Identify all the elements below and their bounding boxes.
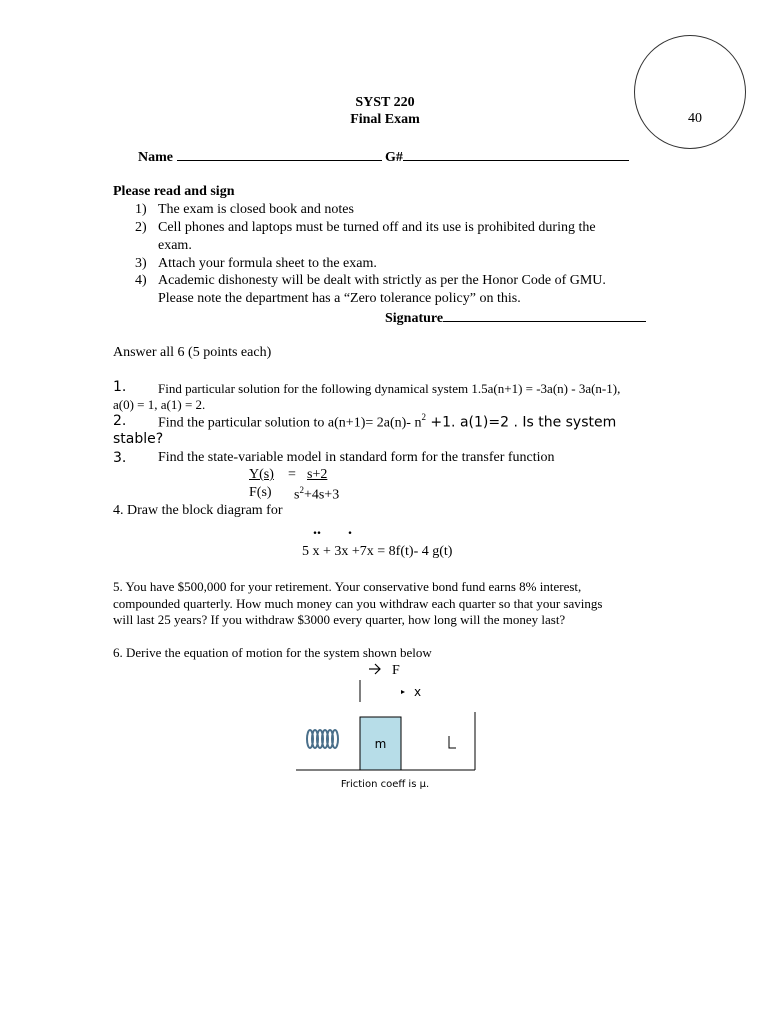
spring-icon xyxy=(307,730,338,748)
exam-title: Final Exam xyxy=(350,112,420,127)
force-label: F xyxy=(392,663,400,678)
q6-text: 6. Derive the equation of motion for the system shown below xyxy=(113,645,432,660)
displacement-label: x xyxy=(414,685,422,699)
mass-label: m xyxy=(374,737,387,751)
signature-blank[interactable] xyxy=(443,309,646,322)
q3-text: Find the state-variable model in standard form for the transfer function xyxy=(158,450,555,465)
q4-equation: 5 x + 3x +7x = 8f(t)- 4 g(t) xyxy=(302,544,453,559)
name-blank[interactable] xyxy=(177,148,382,161)
spring-mass-svg xyxy=(290,660,490,800)
score-value: 40 xyxy=(688,111,702,126)
g-number-label: G# xyxy=(385,150,403,165)
transfer-fn-denominator: $s^2+4s+3$ xyxy=(294,485,340,503)
stopper-icon xyxy=(449,736,456,748)
q3-number: 3. xyxy=(113,450,127,466)
q5-text-cont: compounded quarterly. How much money can you withdraw each quarter so that your savings xyxy=(113,596,603,611)
g-number-blank[interactable] xyxy=(403,148,629,161)
name-label: Name xyxy=(138,150,173,165)
score-circle xyxy=(634,35,746,149)
answer-all-note: Answer all 6 (5 points each) xyxy=(113,345,272,360)
course-title: SYST 220 xyxy=(355,95,415,110)
q2-number: 2. xyxy=(113,413,127,429)
name-line xyxy=(138,148,629,166)
single-dot-accent: . xyxy=(348,521,352,538)
q2-text-cont: stable? xyxy=(113,431,164,447)
signature-line xyxy=(385,309,646,327)
friction-caption: Friction coeff is μ. xyxy=(340,779,430,790)
force-arrow-icon xyxy=(369,664,380,674)
q5-text-cont: will last 25 years? If you withdraw $3000 every quarter, how long will the money last? xyxy=(113,612,566,627)
transfer-fn-numerator: s+2 xyxy=(307,467,328,482)
double-dot-accent: .. xyxy=(313,521,321,538)
q1-number: 1. xyxy=(113,379,127,395)
transfer-fn-equals: = xyxy=(288,467,296,482)
q1-text-cont: a(0) = 1, a(1) = 2. xyxy=(113,397,206,412)
signature-label: Signature xyxy=(385,311,444,326)
transfer-fn-fs: F(s) xyxy=(249,485,272,500)
transfer-fn-ys: Y(s) xyxy=(249,467,274,482)
q2-text: Find the particular solution to a(n+1)= 2a(n)- $n^2 +1$. a(1)=2 . Is the system xyxy=(158,412,617,431)
instructions-heading: Please read and sign xyxy=(113,184,235,199)
q1-text: Find particular solution for the following dynamical system 1.5a(n+1) = -3a(n) - 3a(n-1), xyxy=(158,381,621,396)
q4-text: 4. Draw the block diagram for xyxy=(113,503,283,518)
q5-text: 5. You have $500,000 for your retirement. Your conservative bond fund earns 8% interest, xyxy=(113,579,582,594)
displacement-arrow-icon xyxy=(401,690,405,694)
spring-mass-diagram xyxy=(290,660,490,800)
